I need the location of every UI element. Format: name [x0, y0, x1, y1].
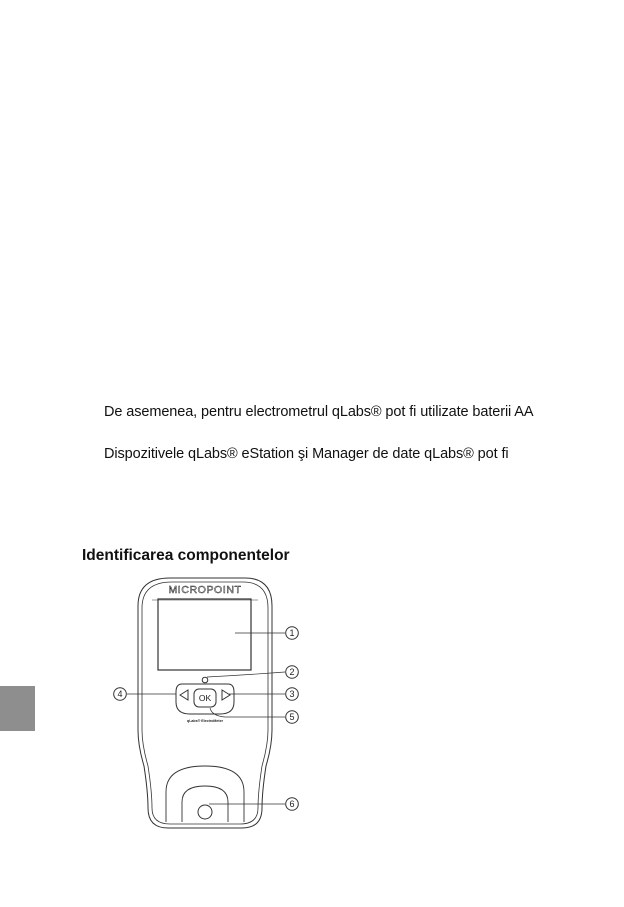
callout-3: [286, 688, 299, 701]
callout-1-label: 1: [289, 628, 295, 639]
strip-hole: [198, 805, 212, 819]
paragraph-estation-manager: Dispozitivele qLabs® eStation şi Manager de date qLabs® pot fi: [104, 446, 509, 462]
callout-1: [286, 627, 299, 640]
callout-5: [286, 711, 299, 724]
callout-2-label: 2: [289, 667, 295, 678]
strip-port-outer: [166, 766, 244, 822]
leader-line-2: [207, 672, 285, 677]
callout-4: [114, 688, 127, 701]
callout-3-label: 3: [289, 689, 295, 700]
right-arrow-icon: [222, 690, 230, 700]
callout-6-label: 6: [289, 799, 295, 810]
left-arrow-icon: [180, 690, 188, 700]
device-diagram: [100, 570, 310, 840]
callout-4-label: 4: [117, 689, 123, 700]
device-brand-label: qLabs® ElectroMeter: [187, 719, 223, 723]
device-inner-body: [142, 582, 268, 824]
leader-line-5: [210, 708, 285, 717]
indicator-light: [202, 677, 208, 683]
paragraph-aa-batteries: De asemenea, pentru electrometrul qLabs® pot fi utilizate baterii AA: [104, 404, 534, 420]
callout-2: [286, 666, 299, 679]
chapter-side-tab: [0, 686, 35, 731]
section-heading: Identificarea componentelor: [82, 547, 290, 564]
device-screen: [158, 599, 251, 670]
callout-5-label: 5: [289, 712, 295, 723]
callout-6: [286, 798, 299, 811]
ok-button-label: OK: [198, 693, 212, 703]
brand-logo: MICROPOINT: [168, 584, 242, 596]
